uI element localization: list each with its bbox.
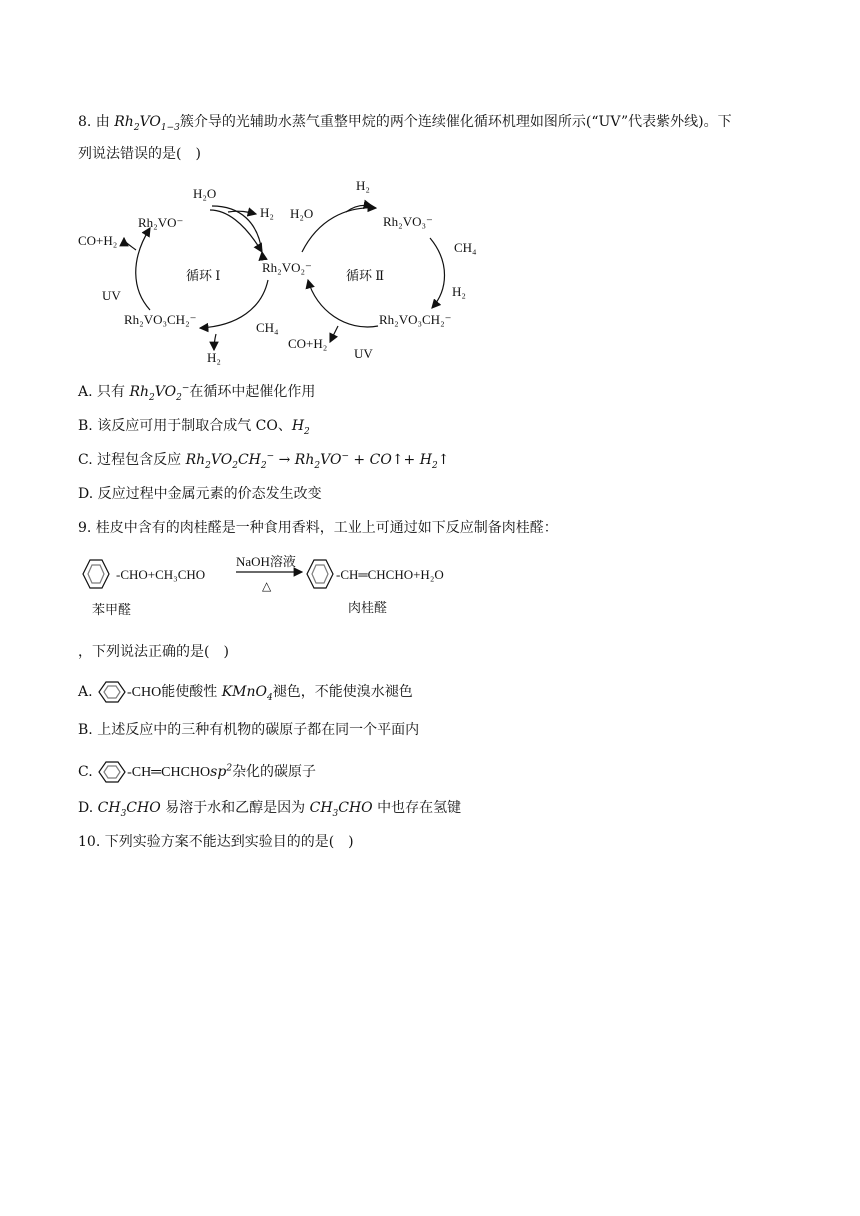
label-rh2vo3ch2-left: Rh₂VO₃CH₂⁻ <box>124 312 197 327</box>
label-cinnamaldehyde: 肉桂醛 <box>348 600 388 615</box>
label-ch4-right: CH₄ <box>454 240 477 255</box>
label-rh2vo3-minus: Rh₂VO₃⁻ <box>383 214 433 229</box>
label-h2-left: H₂ <box>260 205 274 220</box>
q8-stem-line1: 8. 由 $Rh_2VO_{1-3}$簇介导的光辅助水蒸气重整甲烷的两个连续催化循环机理如图所示(“UV”代表紫外线)。下 <box>78 114 732 133</box>
label-ch4-bottom: CH₄ <box>256 320 279 335</box>
label-co-h2-bottom: CO+H₂ <box>288 336 328 351</box>
q8-option-d[interactable]: D. 反应过程中金属元素的价态发生改变 <box>78 486 322 502</box>
q9-option-b[interactable]: B. 上述反应中的三种有机物的碳原子都在同一个平面内 <box>78 722 420 738</box>
label-rh2vo3ch2-right: Rh₂VO₃CH₂⁻ <box>379 312 452 327</box>
q9-option-c[interactable]: C. -CH═CHCHOsp$^2$杂化的碳原子 <box>78 760 316 784</box>
label-h2o-right: H₂O <box>290 206 314 221</box>
label-h2-bottom: H₂ <box>207 350 221 365</box>
q8-option-c[interactable]: C. 过程包含反应 $Rh_2VO_2CH_2^- \to Rh_2VO^-$ + CO↑+ $H_2↑$ <box>78 451 450 471</box>
label-rh2vo2-minus: Rh₂VO₂⁻ <box>262 260 312 275</box>
label-h2-top: H₂ <box>356 178 370 193</box>
benzene-icon-a <box>97 680 127 704</box>
benzene-ring-2 <box>307 560 333 588</box>
benzene-ring-1 <box>83 560 109 588</box>
label-co-h2-left: CO+H₂ <box>78 233 118 248</box>
label-cycle1: 循环 Ⅰ <box>186 268 221 283</box>
reactant-formula: -CHO+CH₃CHO <box>116 567 206 582</box>
label-uv-bottom: UV <box>354 346 373 361</box>
label-uv-left: UV <box>102 288 121 303</box>
q9-option-d[interactable]: D. $CH_3CHO$ 易溶于水和乙醇是因为 $CH_3CHO$ 中也存在氢键 <box>78 800 462 819</box>
label-cycle2: 循环 Ⅱ <box>346 268 385 283</box>
q9-question: ，下列说法正确的是( ) <box>78 644 229 660</box>
condition-bottom: △ <box>262 579 272 593</box>
product-formula: -CH═CHCHO+H₂O <box>336 567 444 582</box>
q10-stem: 10. 下列实验方案不能达到实验目的的是( ) <box>78 834 354 850</box>
q8-option-b[interactable]: B. 该反应可用于制取合成气 CO、$H_2$ <box>78 418 310 437</box>
label-rh2vo-minus: Rh₂VO⁻ <box>138 215 184 230</box>
q8-stem-line2: 列说法错误的是( ) <box>78 146 201 162</box>
q8-option-a[interactable]: A. 只有 $Rh_2VO_2^-$在循环中起催化作用 <box>78 383 316 403</box>
q9-option-a[interactable]: A. -CHO能使酸性 KMnO$_4$褪色，不能使溴水褪色 <box>78 680 413 704</box>
benzene-icon-c <box>97 760 127 784</box>
label-h2-right: H₂ <box>452 284 466 299</box>
label-benzaldehyde: 苯甲醛 <box>92 602 132 617</box>
condition-top: NaOH溶液 <box>236 554 296 569</box>
q9-stem: 9. 桂皮中含有的肉桂醛是一种食用香料，工业上可通过如下反应制备肉桂醛： <box>78 520 558 536</box>
label-h2o-left: H₂O <box>193 186 217 201</box>
